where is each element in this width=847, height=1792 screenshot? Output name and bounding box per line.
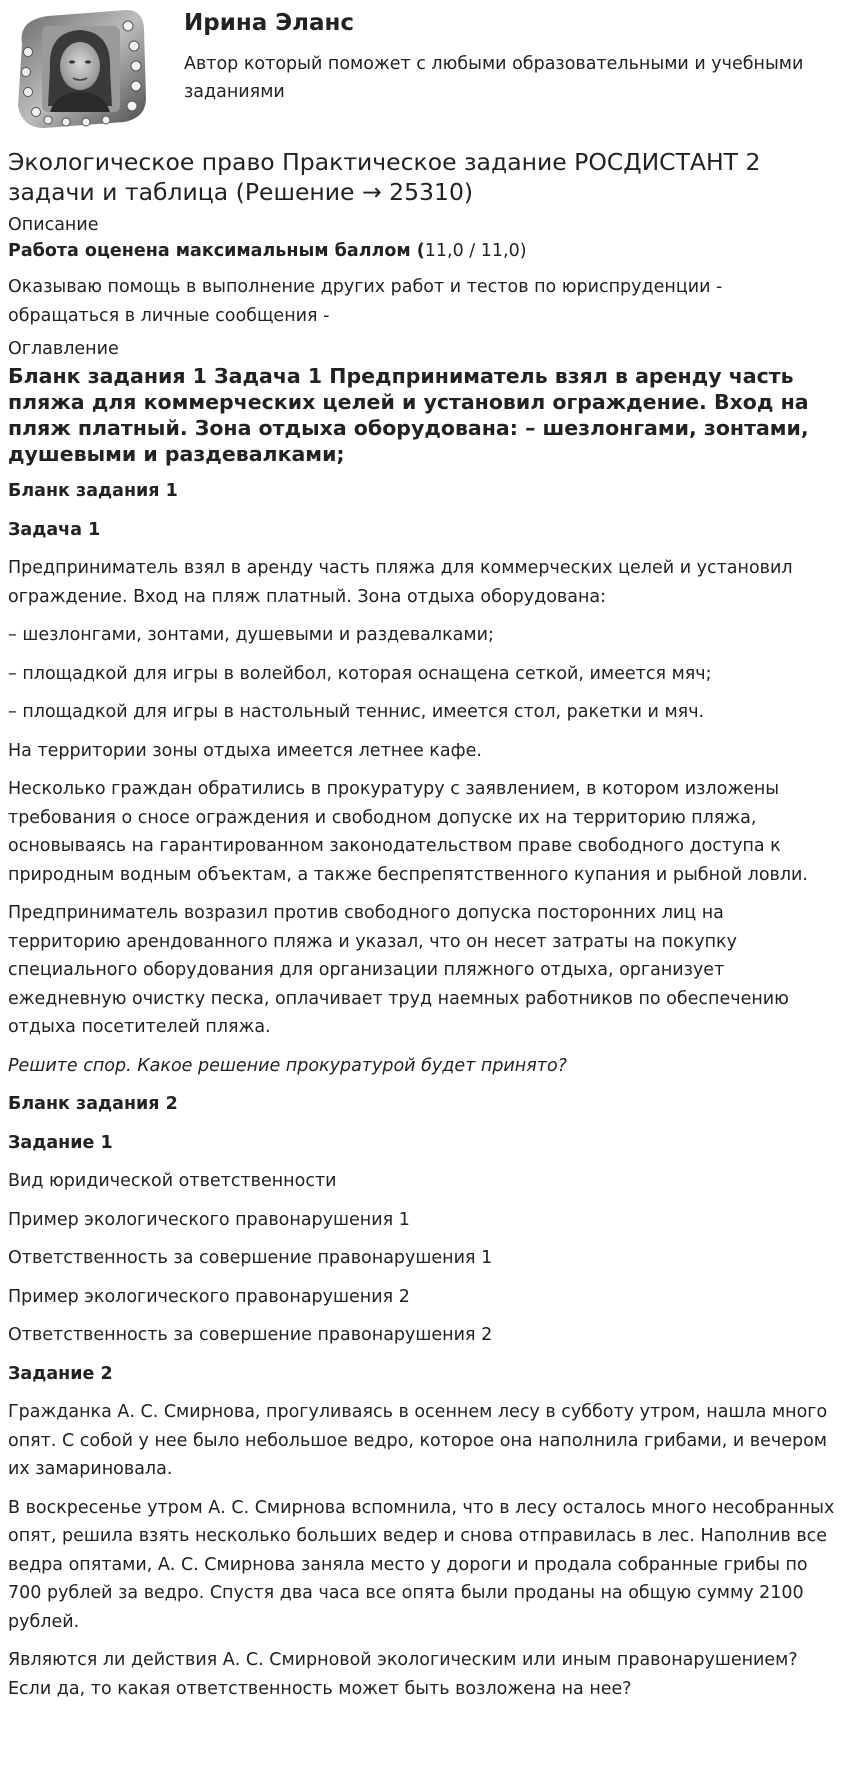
author-name[interactable]: Ирина Эланс [184, 10, 355, 36]
assignment-2-paragraph-1: Гражданка А. С. Смирнова, прогуливаясь в осеннем лесу в субботу утром, нашла много опят. С собой у нее было небольшое ведро, которое она наполнила грибами, и вечером их замариновала. [8, 1402, 828, 1479]
description-label: Описание [8, 215, 99, 235]
page [8, 0, 838, 1703]
task-1-paragraph-3: Несколько граждан обратились в прокуратуру с заявлением, в котором изложены требования о сносе ограждения и свободном допуске их на территорию пляжа, основываясь на гарантированном законодательством праве свободного доступа к природным водным объектам, а также беспрепятственного купания и рыбной ловли. [8, 779, 808, 885]
table-row-5: Ответственность за совершение правонарушения 2 [8, 1325, 493, 1345]
author-avatar[interactable] [8, 6, 150, 130]
task-1-list-item-3: – площадкой для игры в настольный теннис, имеется стол, ракетки и мяч. [8, 702, 705, 722]
table-row-1: Вид юридической ответственности [8, 1171, 337, 1191]
table-row-4: Пример экологического правонарушения 2 [8, 1286, 410, 1307]
rating-value: 11,0 / 11,0) [424, 241, 527, 261]
task-1-question: Решите спор. Какое решение прокуратурой будет принято? [8, 1055, 567, 1076]
work-title: Экологическое право Практическое задание РОСДИСТАНТ 2 задачи и таблица (Решение → 25310) [8, 148, 761, 206]
task-1-heading: Задача 1 [8, 519, 101, 540]
blank-1-heading: Бланк задания 1 [8, 481, 178, 501]
assignment-2-heading: Задание 2 [8, 1363, 113, 1384]
task-1-paragraph-1: Предприниматель взял в аренду часть пляжа для коммерческих целей и установил ограждение. Вход на пляж платный. Зона отдыха оборудована: [8, 558, 793, 607]
rating-label: Работа оценена максимальным баллом ( [8, 241, 425, 261]
table-row-3: Ответственность за совершение правонарушения 1 [8, 1248, 493, 1268]
task-1-list-item-1: – шезлонгами, зонтами, душевыми и раздевалками; [8, 625, 494, 645]
task-1-paragraph-4: Предприниматель возразил против свободного допуска посторонних лиц на территорию арендованного пляжа и указал, что он несет затраты на покупку специального оборудования для организации пляжного отдыха, организует ежедневную очистку песка, оплачивает труд наемных работников по обеспечению отдыха посетителей пляжа. [8, 903, 789, 1037]
rating [8, 239, 838, 263]
toc-heading: Бланк задания 1 Задача 1 Предприниматель взял в аренду часть пляжа для коммерческих целей и установил ограждение. Вход на пляж платный. Зона отдыха оборудована: – шезлонгами, зонтами, душевыми и раздевалками; [8, 364, 809, 466]
author-block [8, 0, 838, 135]
blank-2-heading: Бланк задания 2 [8, 1094, 178, 1114]
task-1-paragraph-2: На территории зоны отдыха имеется летнее кафе. [8, 740, 482, 761]
assignment-1-heading: Задание 1 [8, 1132, 113, 1153]
task-1-list-item-2: – площадкой для игры в волейбол, которая оснащена сеткой, имеется мяч; [8, 663, 712, 684]
table-row-2: Пример экологического правонарушения 1 [8, 1209, 410, 1230]
assignment-2-paragraph-3: Являются ли действия А. С. Смирновой экологическим или иным правонарушением? Если да, то какая ответственность может быть возложена на нее? [8, 1650, 798, 1699]
assignment-2-paragraph-2: В воскресенье утром А. С. Смирнова вспомнила, что в лесу осталось много несобранных опят, решила взять несколько больших ведер и снова отправилась в лес. Наполнив все ведра опятами, А. С. Смирнова заняла место у дороги и продала собранные грибы по 700 рублей за ведро. Спустя два часа все опята были проданы на общую сумму 2100 рублей. [8, 1497, 835, 1632]
help-text: Оказываю помощь в выполнение других работ и тестов по юриспруденции - обращаться в личные сообщения - [8, 277, 723, 326]
author-description: Автор который поможет с любыми образовательными и учебными заданиями [184, 54, 804, 102]
toc-label: Оглавление [8, 339, 119, 359]
